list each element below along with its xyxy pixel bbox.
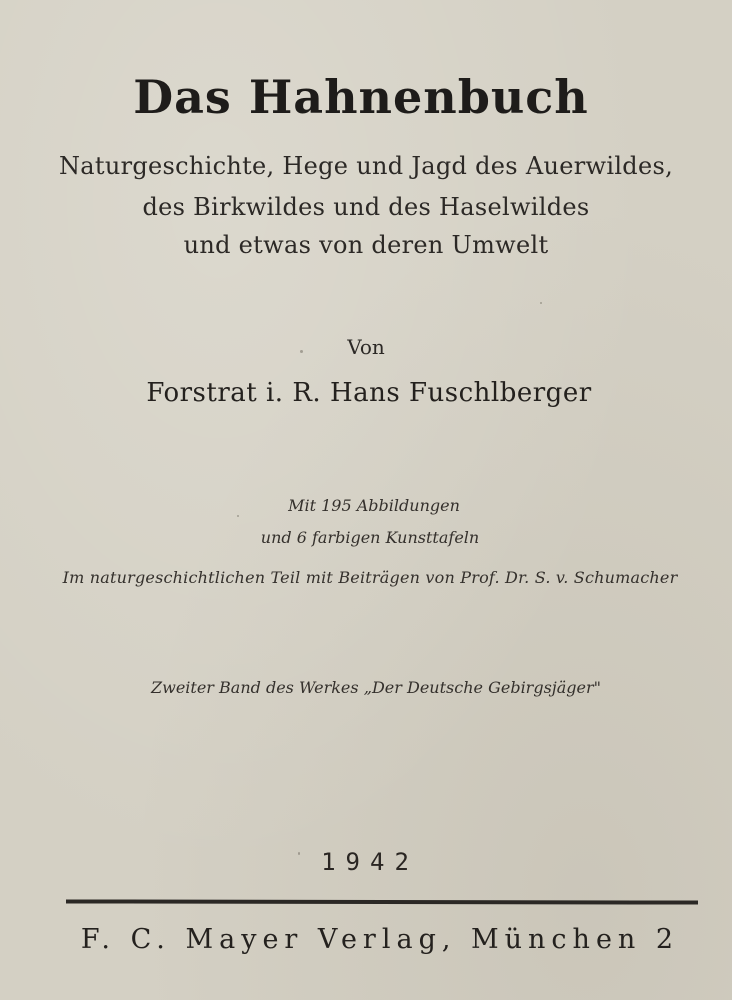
paper-speck xyxy=(237,515,239,517)
illustrations-line-2: und 6 farbigen Kunsttafeln xyxy=(260,528,480,547)
volume-note: Zweiter Band des Werkes „Der Deutsche Gebirgsjäger" xyxy=(151,678,601,697)
illustrations-line-1: Mit 195 Abbildungen xyxy=(288,496,460,515)
contribution-note: Im naturgeschichtlichen Teil mit Beiträgen von Prof. Dr. S. v. Schumacher xyxy=(62,568,678,587)
byline-prefix: Von xyxy=(347,335,385,359)
divider-rule xyxy=(66,899,698,904)
subtitle-line-1: Naturgeschichte, Hege und Jagd des Auerwildes, xyxy=(58,152,674,180)
publication-year: 1942 xyxy=(321,848,419,876)
paper-speck xyxy=(298,852,300,855)
publisher-imprint: F. C. Mayer Verlag, München 2 xyxy=(80,924,680,955)
paper-speck xyxy=(300,350,303,353)
author-name: Forstrat i. R. Hans Fuschlberger xyxy=(146,378,592,408)
book-title: Das Hahnenbuch xyxy=(133,70,589,124)
paper-speck xyxy=(540,302,542,304)
subtitle-line-3: und etwas von deren Umwelt xyxy=(183,231,549,259)
subtitle-line-2: des Birkwildes und des Haselwildes xyxy=(142,193,590,221)
